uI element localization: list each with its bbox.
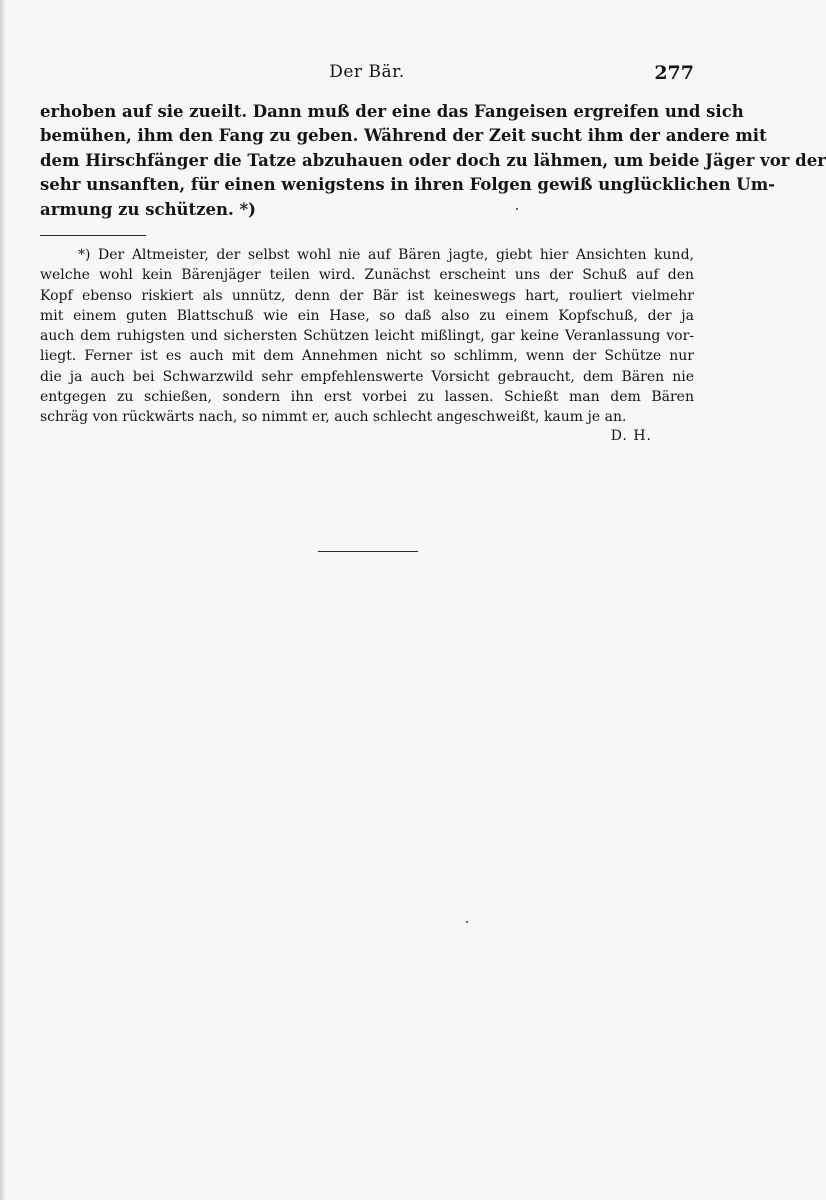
- text-line: erhoben auf sie zueilt. Dann muß der eine das Fangeisen ergreifen und sich: [40, 102, 744, 121]
- text-line: bemühen, ihm den Fang zu geben. Während der Zeit sucht ihm der andere mit: [40, 126, 767, 146]
- footnote-line: *) Der Altmeister, der selbst wohl nie auf Bären jagte, giebt hier Ansichten kund,: [78, 247, 694, 263]
- footnote-line: die ja auch bei Schwarzwild sehr empfehlenswerte Vorsicht gebraucht, dem Bären nie: [40, 368, 694, 385]
- footnote-signature: D. H.: [610, 428, 652, 444]
- page-edge-shadow: [0, 0, 6, 1200]
- text-line: dem Hirschfänger die Tatze abzuhauen oder doch zu lähmen, um beide Jäger vor der: [40, 150, 826, 170]
- text-line: armung zu schützen. *): [40, 199, 256, 219]
- footnote-line: entgegen zu schießen, sondern ihn erst vorbei zu lassen. Schießt man dem Bären: [40, 389, 694, 406]
- footnote-line: liegt. Ferner ist es auch mit dem Annehmen nicht so schlimm, wenn der Schütze nur: [40, 348, 694, 365]
- print-speck: [516, 208, 518, 210]
- running-head: Der Bär.: [329, 62, 405, 82]
- page-header: [40, 62, 694, 88]
- main-text: [40, 100, 826, 222]
- text-line: sehr unsanften, für einen wenigstens in ihren Folgen gewiß unglücklichen Um-: [40, 175, 776, 195]
- footnote-line: Kopf ebenso riskiert als unnütz, denn der Bär ist keineswegs hart, rouliert vielmehr: [40, 287, 694, 304]
- page-number: 277: [654, 62, 694, 84]
- section-end-rule: [318, 551, 418, 552]
- footnote-separator: [40, 235, 146, 236]
- footnote: [40, 245, 694, 428]
- footnote-line: welche wohl kein Bärenjäger teilen wird. Zunächst erscheint uns der Schuß auf den: [40, 267, 694, 284]
- footnote-line: mit einem guten Blattschuß wie ein Hase, so daß also zu einem Kopfschuß, der ja: [40, 307, 694, 324]
- footnote-line: schräg von rückwärts nach, so nimmt er, auch schlecht angeschweißt, kaum je an.: [40, 409, 627, 426]
- print-speck: [466, 921, 468, 923]
- footnote-line: auch dem ruhigsten und sichersten Schützen leicht mißlingt, gar keine Veranlassung vor-: [40, 328, 694, 345]
